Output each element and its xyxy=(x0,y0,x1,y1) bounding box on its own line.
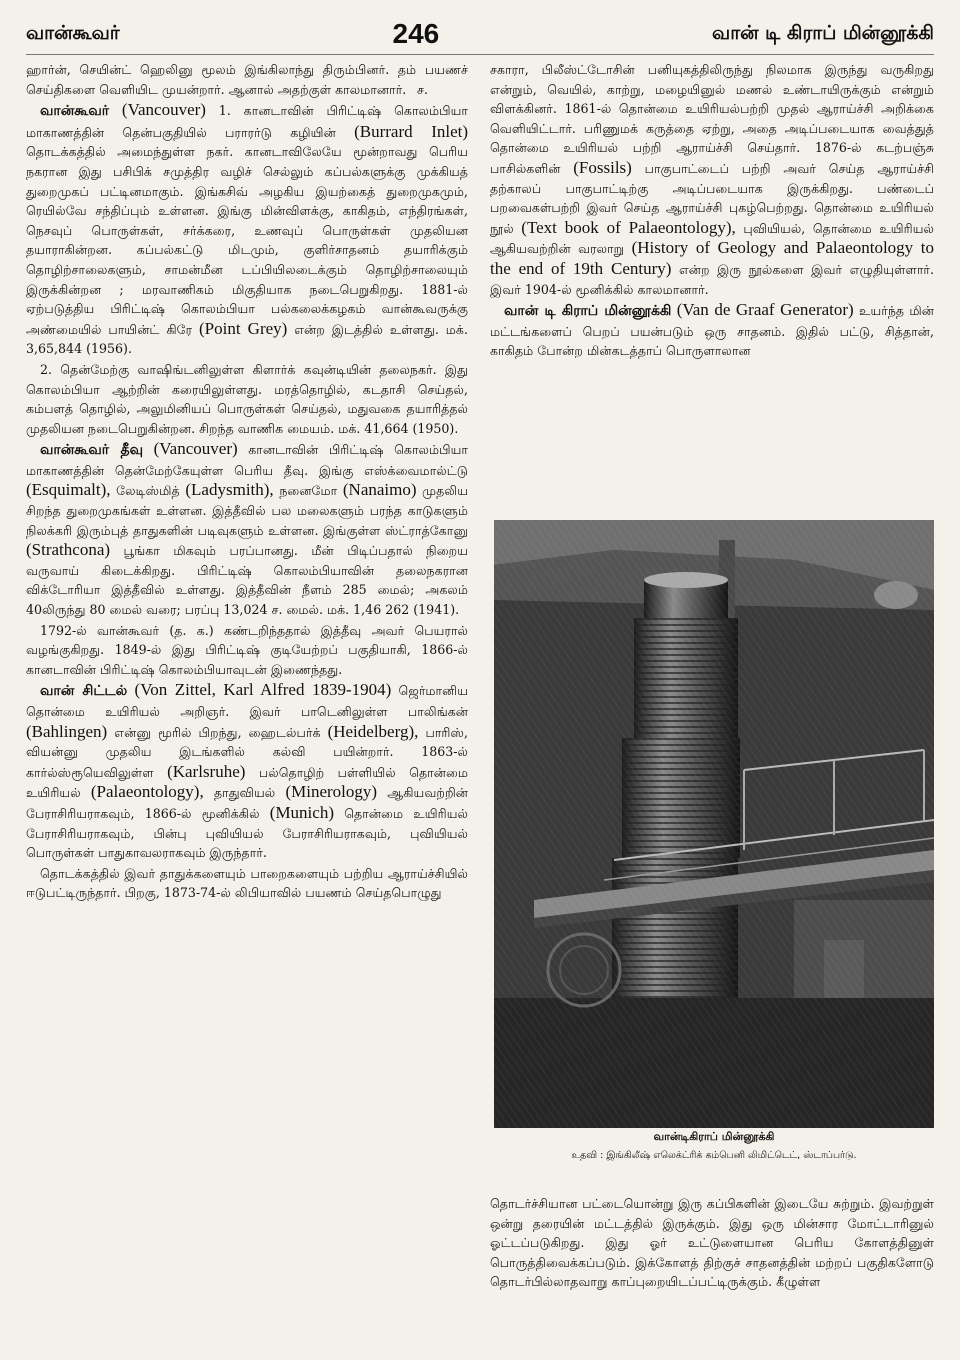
entry-vancouver-island-2: 1792-ல் வான்கூவர் (த. க.) கண்டறிந்ததால் இத்தீவு அவர் பெயரால் வழங்குகிறது. 1849-ல் இது பிரிட்டிஷ் குடியேற்றப் பகுதியாகி, 1866-ல் கானடாவின் பிரிட்டிஷ் கொலம்பியாவுடன் இணைந்தது. xyxy=(26,622,468,677)
figure-caption xyxy=(494,1126,934,1162)
headword: வான்கூவர் தீவு xyxy=(40,442,144,459)
right-column-bottom xyxy=(490,1194,934,1292)
left-column xyxy=(26,60,468,1352)
running-head-left: வான்கூவர் xyxy=(26,21,120,44)
entry-van-de-graaf-continued: தொடர்ச்சியான பட்டையொன்று இரு கப்பிகளின் இடையே சுற்றும். இவற்றுள் ஒன்று தரையின் மட்டத்தில் இருக்கும். இது ஒரு மின்சார மோட்டாரினுல் ஓட்டப்படுகிறது. இது ஓர் உட்டுளையான பெரிய கோளத்தினுள் பொருத்திவைக்கப்படும். இக்கோளத் திற்குச் சாதனத்தின் மற்றப் பகுதிகளோடு தொடர்பில்லாதவாறு காப்புறையிடப்பட்டிருக்கும். கீழுள்ள xyxy=(490,1196,934,1290)
caption-title: வான்டிகிராப் மின்னூக்கி xyxy=(653,1130,775,1143)
caption-credit: உதவி : இங்கிலீஷ் எலெக்ட்ரிக் கம்பெனி லிமிட்டெட், ஸ்டாப்பர்டு. xyxy=(571,1150,857,1161)
author-initial: ச. xyxy=(417,81,428,97)
entry-continuation: ஹார்ன், செயின்ட் ஹெலினு மூலம் இங்கிலாந்து திரும்பினர். தம் பயணச் செய்திகளை வெளியிட முயன்றார். ஆனால் அதற்குள் காலமானார். ச. xyxy=(26,60,468,99)
entry-van-de-graaf: வான் டி கிராப் மின்னூக்கி (Van de Graaf Generator) உயர்ந்த மின் மட்டங்களைப் பெறப் பயன்படும் ஒரு சாதனம். இதில் பட்டு, சித்தான், காகிதம் போன்ற மின்கடத்தாப் பொருளாலான xyxy=(490,300,934,359)
entry-von-zittel: வான் சிட்டல் (Von Zittel, Karl Alfred 1839-1904) ஜெர்மானிய தொன்மை உயிரியல் அறிஞர். இவர் பாடெனிலுள்ள பாலிங்கன் (Bahlingen) என்னு மூரில் பிறந்து, ஹைடல்பர்க் (Heidelberg), பாரிஸ், வியன்னு முதலிய இடங்களில் கல்வி பயின்றார். 1863-ல் கார்ல்ஸ்ரூயெவிலுள்ள (Karlsruhe) பல்தொழிற் பள்ளியில் தொன்மை உயிரியல் (Palaeontology), தாதுவியல் (Minerology) ஆகியவற்றின் பேராசிரியராகவும், 1866-ல் மூனிக்கில் (Munich) தொன்மை உயிரியல் பேராசிரியராகவும், பின்பு புவியியல் பேராசிரியராகவும், புவியியல் பொருள்கள் பாதுகாவலராகவும் இருந்தார். xyxy=(26,680,468,861)
entry-von-zittel-continued: சகாரா, பிலீஸ்ட்டோசின் பனியுகத்திலிருந்து நிலமாக இருந்து வருகிறது என்றும், வெயில், காற்று, மழையினுல் மணல் உண்டாயிருக்கும் என்றும் விளக்கினர். 1861-ல் தொன்மை உயிரியல்பற்றி முதல் ஆராய்ச்சி அறிக்கை வெளியிட்டார். பரிணுமக் கருத்தை ஏற்று, அதை அடிப்படையாக வைத்துத் தொன்மை உயிரியல் பற்றி ஆராய்ச்சி செய்தார். 1876-ல் கடற்பஞ்சு பாசில்களின் (Fossils) பாகுபாட்டைப் பற்றி அவர் செய்த ஆராய்ச்சி தற்காலப் பாகுபாட்டிற்கு அடிப்படையாக இருக்கிறது. பண்டைப் பறவைகள்பற்றி இவர் செய்த ஆராய்ச்சி புகழ்பெற்றது. தொன்மை உயிரியல் நூல் (Text book of Palaeontology), புவியியல், தொன்மை உயிரியல் ஆகியவற்றின் வரலாறு (History of Geology and Palaeontology to the end of 19th Century) என்ற இரு நூல்களை இவர் எழுதியுள்ளார். இவர் 1904-ல் மூனிக்கில் காலமானார். xyxy=(490,62,934,297)
page-number: 246 xyxy=(392,18,440,49)
headword: வான் சிட்டல் xyxy=(40,683,128,700)
page-header xyxy=(26,14,934,55)
van-de-graaf-photo xyxy=(494,520,934,1128)
headword: வான் டி கிராப் மின்னூக்கி xyxy=(504,303,672,320)
generator-illustration xyxy=(494,520,934,1128)
entry-vancouver-island: வான்கூவர் தீவு (Vancouver) கானடாவின் பிரிட்டிஷ் கொலம்பியா மாகாணத்தின் தென்மேற்கேயுள்ள பெரிய தீவு. இங்கு எஸ்க்வைமால்ட்டு (Esquimalt), லேடிஸ்மித் (Ladysmith), நனைமோ (Nanaimo) முதலிய சிறந்த துறைமுகங்கள் உள்ளன. இத்தீவில் பல மலைகளும் பரந்த காடுகளும் நிலக்கரி இரும்புத் தாதுகளின் படிவுகளும் உள்ளன. இங்குள்ள ஸ்ட்ராத்கோனு (Strathcona) பூங்கா மிகவும் பரப்பானது. மீன் பிடிப்பதால் நிறைய வருவாய் கிடைக்கிறது. பிரிட்டிஷ் கொலம்பியாவின் தலைநகரான விக்டோரியா இத்தீவில் உள்ளது. இத்தீவின் நீளம் 285 மைல்; அகலம் 40லிருந்து 80 மைல் வரை; பரப்பு 13,024 ச. மைல். மக். 1,46 262 (1941). xyxy=(26,439,468,618)
entry-vancouver: வான்கூவர் (Vancouver) 1. கானடாவின் பிரிட்டிஷ் கொலம்பியா மாகாணத்தின் தென்பகுதியில் பராரர்டு கழியின் (Burrard Inlet) தொடக்கத்தில் அமைந்துள்ள நகர். கானடாவிலேயே மூன்றாவது பெரிய நகரான இது பசிபிக் சமுத்திர வழிச் செல்லும் கப்பல்களுக்கு முக்கியத் துறைமுகப் பட்டினமாகும். இங்கசிவ் அழகிய இயற்கைத் துறைமுகமும், ரெயில்வே சந்திப்பும் உள்ளன. இங்கு மின்விளக்கு, காகிதம், எந்திரங்கள், நெசவுப் பொருள்கள், சர்க்கரை, உணவுப் பொருள்கள் முதலியன தயாராகின்றன. கப்பல்கட்டு மிடமும், குளிர்சாதனம் தயாரிக்கும் தொழிற்சாலைகளும், சாமன்மீன டப்பியிலடைக்கும் தொழிற்சாலையும் இருக்கின்றன ; மரவாணிகம் மிகுதியாக நடைபெறுகிறது. 1881-ல் ஏற்படுத்திய பிரிட்டிஷ் கொலம்பியா பல்கலைக்கழகம் வான்கூவருக்கு அண்மையில் பாயின்ட் கிரே (Point Grey) என்ற இடத்தில் உள்ளது. மக். 3,65,844 (1956). xyxy=(26,100,468,357)
headword: வான்கூவர் xyxy=(40,103,110,120)
entry-vancouver-2: 2. தென்மேற்கு வாஷிங்டனிலுள்ள கிளார்க் கவுன்டியின் தலைநகர். இது கொலம்பியா ஆற்றின் கரையிலுள்ளது. மரத்தொழில், கடதாசி செய்தல், கம்பளத் தொழில், அலுமினியப் பொருள்கள் செய்தல், மதுவகை தயாரித்தல் முதலியன நடைபெறுகின்றன. சிறந்த வாணிக மையம். மக். 41,664 (1950). xyxy=(26,361,468,436)
right-column xyxy=(490,60,934,510)
running-head-right: வான் டி கிராப் மின்னூக்கி xyxy=(712,21,934,44)
entry-von-zittel-2: தொடக்கத்தில் இவர் தாதுக்களையும் பாறைகளையும் பற்றிய ஆராய்ச்சியில் ஈடுபட்டிருந்தார். பிறகு, 1873-74-ல் லிபியாவில் பயணம் செய்தபொழுது xyxy=(26,865,468,901)
